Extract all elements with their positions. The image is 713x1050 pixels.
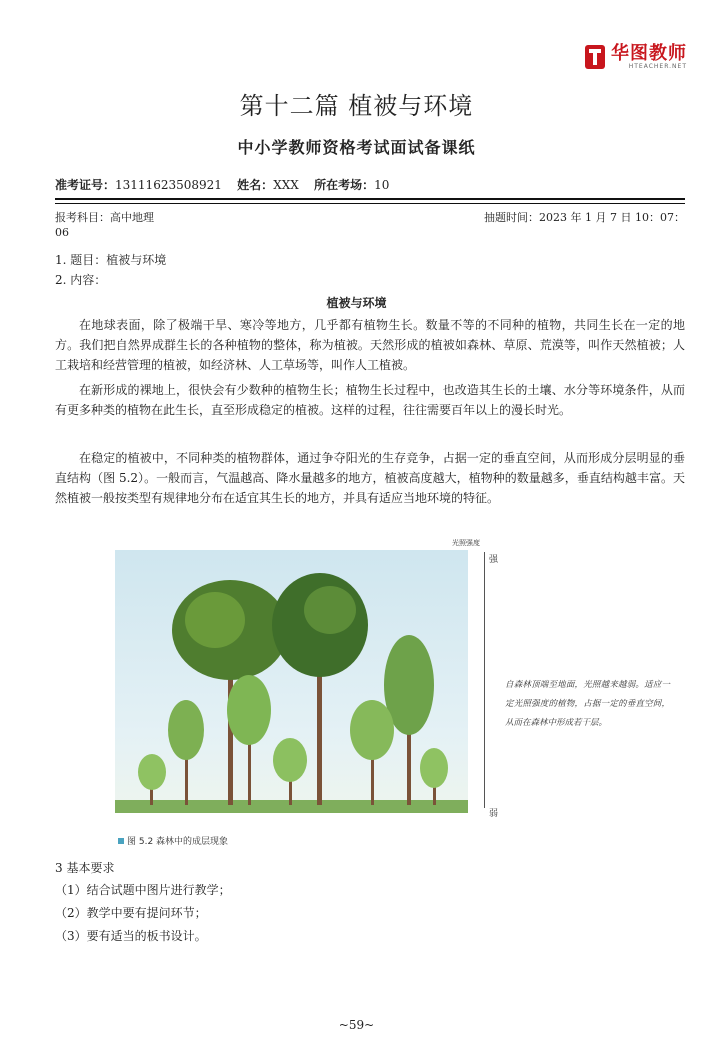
paragraph-2: 在新形成的裸地上，很快会有少数种的植物生长；植物生长过程中，也改造其生长的土壤、水分等环境条件，从而有更多种类的植物在此生长，直至形成稳定的植被。这样的过程，往往需要百年以上的漫长时光。 [55, 383, 685, 417]
name-label: 姓名： [237, 178, 274, 192]
page-number: ~59~ [338, 1018, 375, 1032]
light-intensity-axis-title: 光照强度 [452, 539, 480, 547]
draw-time-continued: 06 [55, 226, 69, 239]
figure-side-note: 自森林顶端至地面，光照越来越弱。适应一定光照强度的植物，占据一定的垂直空间，从而在森林中形成若干层。 [505, 680, 670, 728]
page-title: 第十二篇 植被与环境 [239, 92, 474, 120]
page-subtitle: 中小学教师资格考试面试备课纸 [237, 138, 476, 157]
item-content: 2. 内容： [55, 273, 107, 287]
requirement-item: （1）结合试题中图片进行教学； [55, 883, 231, 897]
forest-trees-drawing [115, 550, 468, 813]
paragraph-3: 在稳定的植被中，不同种类的植物群体，通过争夺阳光的生存竞争，占据一定的垂直空间，从而形成分层明显的垂直结构（图 5.2）。一般而言，气温越高、降水量越多的地方，植被高度越大，植物种的数量越多，垂直结构越丰富。天然植被一般按类型有规律地分布在适宜其生长的地方，并具有适应当地环境的特征。 [55, 451, 685, 505]
axis-label-strong: 强 [489, 555, 499, 565]
requirements-heading: 3 基本要求 [55, 861, 115, 875]
room-label: 所在考场： [314, 178, 375, 192]
requirement-item: （2）教学中要有提问环节； [55, 906, 207, 920]
figure-caption-text: 图 5.2 森林中的成层现象 [127, 837, 229, 847]
content-title: 植被与环境 [326, 296, 387, 310]
divider-thick [55, 198, 685, 200]
name-value: XXX [273, 178, 299, 192]
item-topic: 1. 题目：植被与环境 [55, 253, 167, 267]
exam-subject: 报考科目：高中地理 [55, 211, 154, 224]
figure-caption [118, 834, 228, 847]
room-value: 10 [374, 178, 390, 192]
caption-marker-icon [118, 838, 124, 844]
brand-logo [585, 42, 687, 72]
requirement-item: （3）要有适当的板书设计。 [55, 929, 207, 943]
brand-url: HTEACHER.NET [628, 62, 687, 70]
candidate-info [55, 176, 389, 193]
forest-layering-illustration [115, 550, 468, 813]
id-label: 准考证号： [55, 178, 116, 192]
brand-logo-icon [585, 45, 605, 69]
paragraph-1: 在地球表面，除了极端干旱、寒冷等地方，几乎都有植物生长。数量不等的不同种的植物，共同生长在一定的地方。我们把自然界成群生长的各种植物的整体，称为植被。天然形成的植被如森林、草原、荒漠等，叫作天然植被；人工栽培和经营管理的植被，如经济林、人工草场等，叫作人工植被。 [55, 318, 685, 372]
brand-name: 华图教师 [611, 42, 687, 64]
light-intensity-axis [484, 552, 485, 808]
axis-label-weak: 弱 [489, 809, 499, 819]
id-value: 13111623508921 [115, 178, 222, 192]
draw-time: 抽题时间：2023 年 1 月 7 日 10：07： [484, 211, 685, 224]
divider-thin [55, 203, 685, 204]
